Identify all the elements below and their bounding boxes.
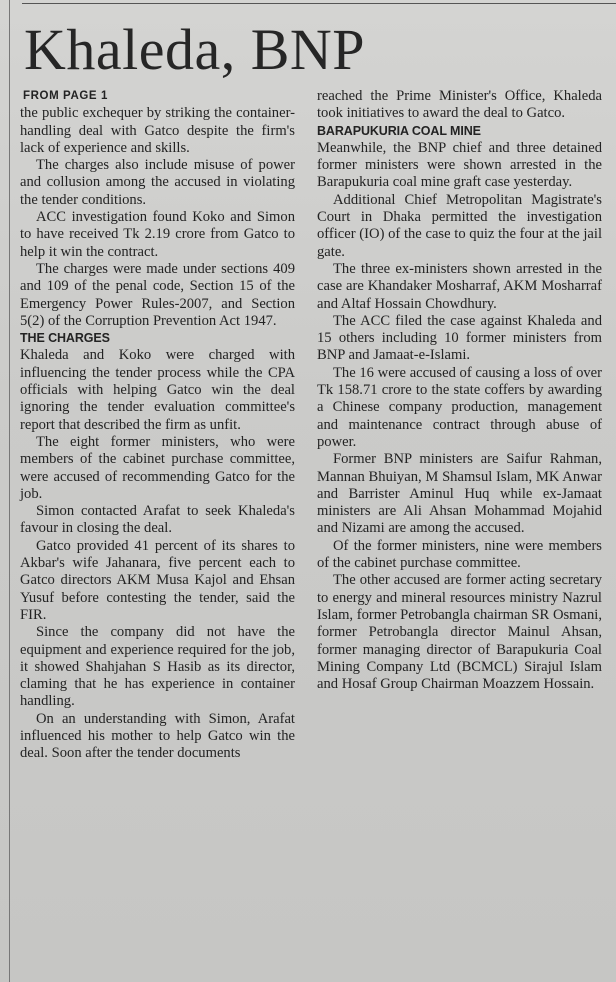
- paragraph: Simon contacted Arafat to seek Khaleda's favour in closing the deal.: [20, 503, 295, 537]
- paragraph: The ACC filed the case against Khaleda and 15 others including 10 former ministers from BNP and Jamaat-e-Islami.: [317, 312, 602, 364]
- paragraph: the public exchequer by striking the container-handling deal with Gatco despite the firm's lack of experience and skills.: [20, 105, 295, 156]
- paragraph: Former BNP ministers are Saifur Rahman, Mannan Bhuiyan, M Shamsul Islam, MK Anwar and Barrister Aminul Huq while ex-Jamaat ministers are Ali Ahsan Mohammad Mojahid and Nizami are among the accused.: [317, 451, 602, 537]
- paragraph: The other accused are former acting secretary to energy and mineral resources ministry Nazrul Islam, former Petrobangla chairman SR Osmani, former Petrobangla director Mainul Ahsan, former managing director of Barapukuria Coal Mining Company Ltd (BCMCL) Sirajul Islam and Hosaf Group Chairman Moazzem Hossain.: [317, 572, 602, 693]
- headline: Khaleda, BNP: [24, 17, 366, 82]
- left-column-body: [20, 105, 295, 762]
- paragraph: Of the former ministers, nine were members of the cabinet purchase committee.: [317, 537, 602, 572]
- paragraph: The charges also include misuse of power and collusion among the accused in violating the tender conditions.: [20, 157, 295, 208]
- paragraph: The eight former ministers, who were members of the cabinet purchase committee, were accused of recommending Gatco for the job.: [20, 433, 295, 502]
- paragraph: Additional Chief Metropolitan Magistrate's Court in Dhaka permitted the investigation officer (IO) of the case to quiz the four at the jail gate.: [317, 191, 602, 260]
- paragraph: reached the Prime Minister's Office, Khaleda took initiatives to award the deal to Gatco.: [317, 88, 602, 122]
- paragraph: ACC investigation found Koko and Simon to have received Tk 2.19 crore from Gatco to help it win the contract.: [20, 209, 295, 260]
- subheading: BARAPUKURIA COAL MINE: [317, 123, 481, 138]
- subheading: THE CHARGES: [20, 331, 110, 346]
- paragraph: Khaleda and Koko were charged with influencing the tender process while the CPA officials with helping Gatco win the deal ignoring the tender evaluation committee's report that described the firm as unfit.: [20, 347, 295, 433]
- left-column: [20, 88, 295, 763]
- paragraph: Since the company did not have the equipment and experience required for the job, it showed Shahjahan S Hasib as its director, claming that he has experience in container handling.: [20, 624, 295, 710]
- right-column-body: [317, 88, 602, 693]
- paragraph: The three ex-ministers shown arrested in the case are Khandaker Mosharraf, AKM Mosharraf and Altaf Hossain Chowdhury.: [317, 260, 602, 312]
- paragraph: Meanwhile, the BNP chief and three detained former ministers were shown arrested in the Barapukuria coal mine graft case yesterday.: [317, 139, 602, 191]
- paragraph: On an understanding with Simon, Arafat influenced his mother to help Gatco win the deal. Soon after the tender documents: [20, 710, 295, 762]
- top-rule: [22, 3, 616, 4]
- paragraph: The charges were made under sections 409 and 109 of the penal code, Section 15 of the Emergency Power Rules-2007, and Section 5(2) of the Corruption Prevention Act 1947.: [20, 260, 295, 329]
- paragraph: Gatco provided 41 percent of its shares to Akbar's wife Jahanara, five percent each to Gatco directors AKM Musa Kajol and Ehsan Yusuf before contesting the tender, said the FIR.: [20, 537, 295, 623]
- right-column: [317, 88, 602, 693]
- jump-label: FROM PAGE 1: [23, 90, 108, 102]
- paragraph: The 16 were accused of causing a loss of over Tk 158.71 crore to the state coffers by awarding a Chinese company production, management and maintenance contract through abuse of power.: [317, 364, 602, 450]
- column-rule: [9, 0, 10, 982]
